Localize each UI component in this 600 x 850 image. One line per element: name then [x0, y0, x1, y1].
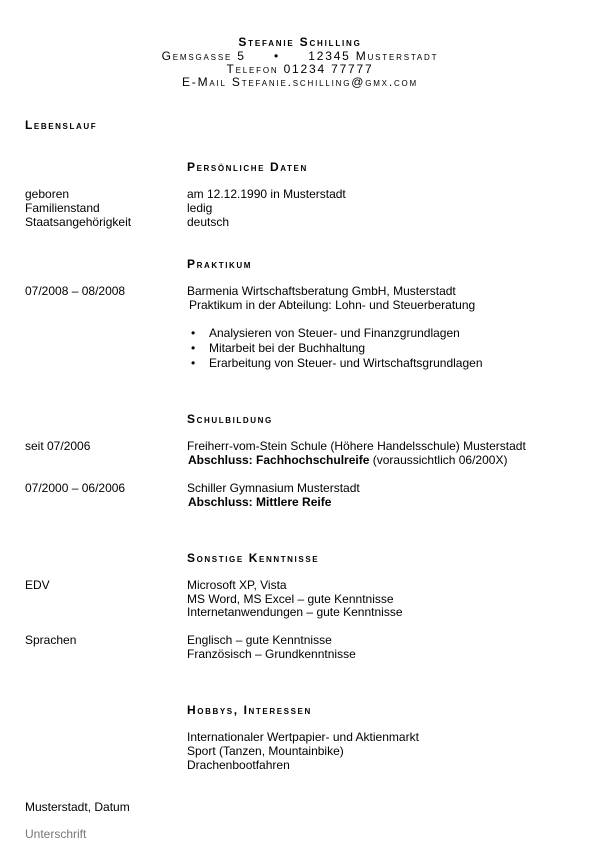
skill-line: Englisch – gute Kenntnisse — [187, 633, 332, 647]
section-heading-hobbies: Hobbys, Interessen — [187, 703, 312, 717]
document-title: Lebenslauf — [25, 118, 98, 132]
signature-label: Unterschrift — [25, 827, 87, 841]
section-heading-internship: Praktikum — [187, 257, 253, 271]
degree-note: (voraussichtlich 06/200X) — [369, 453, 508, 467]
row-label: geboren — [25, 187, 70, 201]
phone: Telefon 01234 77777 — [226, 62, 374, 76]
section-heading-skills: Sonstige Kenntnisse — [187, 551, 320, 565]
skill-group-label: EDV — [25, 578, 50, 592]
internship-role: Praktikum in der Abteilung: Lohn- und Steuerberatung — [189, 298, 476, 312]
education-school: Freiherr-vom-Stein Schule (Höhere Handelsschule) Musterstadt — [187, 439, 526, 453]
row-label: Familienstand — [25, 201, 100, 215]
degree-bold: Abschluss: Mittlere Reife — [188, 495, 332, 509]
bullet-icon: • — [191, 326, 196, 340]
row-value: deutsch — [187, 215, 230, 229]
education-date: seit 07/2006 — [25, 439, 91, 453]
place-date: Musterstadt, Datum — [25, 800, 130, 814]
section-heading-personal: Persönliche Daten — [187, 160, 308, 174]
city: 12345 Musterstadt — [308, 49, 439, 63]
skill-line: MS Word, MS Excel – gute Kenntnisse — [187, 592, 394, 606]
bullet-icon: • — [191, 341, 196, 355]
row-value: am 12.12.1990 in Musterstadt — [187, 187, 346, 201]
hobby-line: Sport (Tanzen, Mountainbike) — [187, 744, 344, 758]
education-school: Schiller Gymnasium Musterstadt — [187, 481, 360, 495]
bullet-icon: • — [191, 356, 196, 370]
row-label: Staatsangehörigkeit — [25, 215, 132, 229]
education-degree — [188, 453, 507, 467]
row-value: ledig — [187, 201, 213, 215]
education-date: 07/2000 – 06/2006 — [25, 481, 126, 495]
list-item: Analysieren von Steuer- und Finanzgrundlagen — [209, 326, 460, 340]
internship-company: Barmenia Wirtschaftsberatung GmbH, Musterstadt — [187, 284, 456, 298]
skill-line: Microsoft XP, Vista — [187, 578, 287, 592]
internship-date: 07/2008 – 08/2008 — [25, 284, 126, 298]
hobby-line: Internationaler Wertpapier- und Aktienmarkt — [187, 730, 419, 744]
street: Gemsgasse 5 — [161, 49, 246, 63]
degree-bold: Abschluss: Fachhochschulreife — [188, 453, 370, 467]
applicant-name: Stefanie Schilling — [238, 35, 362, 49]
list-item: Mitarbeit bei der Buchhaltung — [209, 341, 366, 355]
email: E-Mail Stefanie.schilling@gmx.com — [181, 75, 419, 89]
education-degree — [188, 495, 331, 509]
skill-line: Französisch – Grundkenntnisse — [187, 647, 356, 661]
list-item: Erarbeitung von Steuer- und Wirtschaftsgrundlagen — [209, 356, 483, 370]
address-separator: • — [273, 49, 280, 63]
hobby-line: Drachenbootfahren — [187, 758, 290, 772]
skill-line: Internetanwendungen – gute Kenntnisse — [187, 605, 403, 619]
section-heading-education: Schulbildung — [187, 412, 273, 426]
skill-group-label: Sprachen — [25, 633, 77, 647]
